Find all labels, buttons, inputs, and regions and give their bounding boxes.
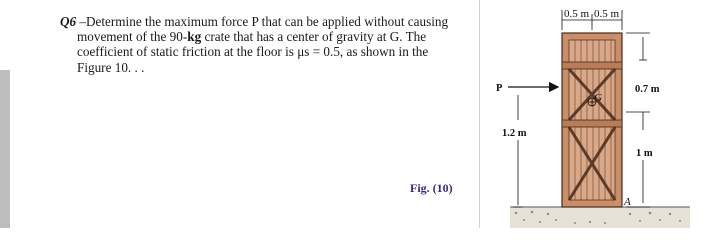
question-number: Q6 (60, 14, 77, 29)
label-G: G (594, 92, 602, 104)
question-line-3: coefficient of static friction at the floor is μs = 0.5, as shown in the (77, 44, 429, 60)
dim-top-right: 0.5 m (594, 8, 620, 20)
question-line-2 (60, 29, 470, 44)
dim-right-upper: 0.7 m (635, 84, 660, 95)
crate-figure (480, 0, 720, 228)
floor-ground (510, 207, 690, 228)
label-A: A (624, 196, 631, 208)
right-dimension (626, 33, 650, 207)
question-line-1-text: –Determine the maximum force P that can be applied without causing (76, 14, 449, 29)
question-line-4: Figure 10. . . (77, 59, 145, 75)
left-margin-bar (0, 70, 10, 228)
question-line-2-post: crate that has a center of gravity at G. The (201, 29, 427, 45)
dim-top-left: 0.5 m (564, 8, 590, 20)
figure-caption: Fig. (10) (410, 181, 453, 195)
dim-left: 1.2 m (502, 128, 527, 139)
label-P: P (496, 83, 503, 94)
mass-unit: kg (187, 29, 202, 45)
crate (562, 33, 622, 207)
question-line-1 (60, 14, 470, 29)
question-text (60, 14, 470, 75)
dim-right-lower: 1 m (636, 148, 653, 159)
left-dimension (513, 95, 523, 207)
question-line-2-pre: movement of the 90- (77, 29, 188, 45)
